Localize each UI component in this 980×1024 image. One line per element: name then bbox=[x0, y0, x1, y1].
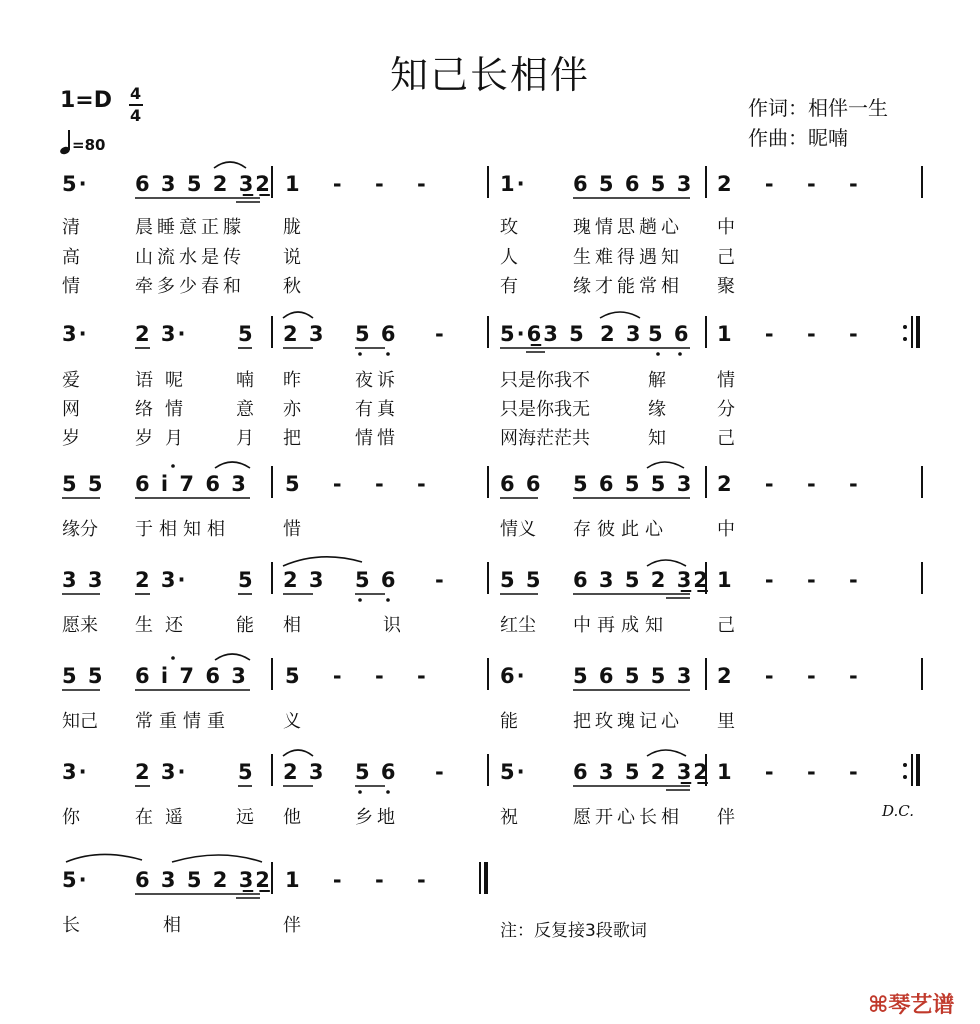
lyric: 存彼此心 bbox=[573, 519, 669, 540]
octave-dots bbox=[171, 352, 682, 794]
lyric: 里 bbox=[717, 711, 735, 732]
note-group: 5 6 5 5 3 bbox=[573, 472, 694, 496]
lyric: 玫 bbox=[500, 217, 518, 238]
lyric: 识 bbox=[383, 615, 401, 636]
lyric: 中再成知 bbox=[573, 615, 669, 636]
note-group: - bbox=[435, 568, 446, 592]
note-group: 5· bbox=[500, 760, 527, 784]
note-group: - bbox=[435, 322, 446, 346]
note-group: 5· bbox=[62, 868, 89, 892]
note-group: 5 bbox=[238, 322, 255, 346]
lyric: 远 bbox=[236, 807, 254, 828]
lyric: 情惜 bbox=[355, 428, 399, 449]
lyric: 他 bbox=[283, 807, 301, 828]
note-group: 1 - - - bbox=[717, 760, 860, 784]
note-group: 3· bbox=[62, 322, 89, 346]
lyric: 语呢 bbox=[135, 370, 195, 391]
note-group: 5 6 5 5 3 bbox=[573, 664, 694, 688]
note-group: 6· bbox=[500, 664, 527, 688]
key-signature: 1=D bbox=[60, 88, 113, 113]
footnote: 注：反复接3段歌词 bbox=[500, 921, 647, 941]
composer-credit: 作曲：昵喃 bbox=[748, 126, 848, 150]
lyric: 分 bbox=[717, 399, 735, 420]
lyric: 意 bbox=[236, 399, 254, 420]
lyric: 人 bbox=[500, 247, 518, 268]
score-title: 知己长相伴 bbox=[389, 53, 590, 97]
barlines bbox=[272, 166, 922, 894]
lyric: 在遥 bbox=[135, 807, 195, 828]
note-group: 2 3 bbox=[283, 322, 326, 346]
lyric: 缘分 bbox=[62, 519, 98, 540]
lyric: 愿来 bbox=[62, 615, 98, 636]
note-group: 2 3 bbox=[600, 322, 643, 346]
lyric: 伴 bbox=[283, 915, 301, 936]
lyric: 情义 bbox=[500, 519, 536, 540]
lyric: 惜 bbox=[283, 519, 301, 540]
note-group: 5 - - - bbox=[285, 664, 428, 688]
note-group: 6 5 6 5 3 bbox=[573, 172, 694, 196]
lyric: 秋 bbox=[283, 276, 301, 297]
lyric: 高 bbox=[62, 247, 80, 268]
lyric: 常重情重 bbox=[135, 711, 231, 732]
lyric: 爱 bbox=[62, 370, 80, 391]
note-group: 6 3 5 2 3̲2̲ bbox=[573, 568, 710, 592]
lyric: 红尘 bbox=[500, 615, 536, 636]
note-group: 2 3 bbox=[283, 568, 326, 592]
lyric: 义 bbox=[283, 711, 301, 732]
lyric: 知 bbox=[648, 428, 666, 449]
note-group: 5 bbox=[238, 568, 255, 592]
lyric: 有 bbox=[500, 276, 518, 297]
note-group: 2 3· bbox=[135, 322, 188, 346]
lyric: 夜诉 bbox=[355, 370, 399, 391]
note-group: 5 - - - bbox=[285, 472, 428, 496]
note-group: 5 bbox=[238, 760, 255, 784]
time-signature-bottom: 4 bbox=[130, 106, 142, 125]
note-group: 6 3 5 2 3̲2̲ bbox=[135, 172, 272, 196]
note-group: 5 6 bbox=[355, 568, 398, 592]
lyric: 亦 bbox=[283, 399, 301, 420]
note-group: 2 - - - bbox=[717, 172, 860, 196]
note-group: 3· bbox=[62, 760, 89, 784]
lyric: 络情 bbox=[135, 399, 195, 420]
lyric: 岁 bbox=[62, 428, 80, 449]
note-group: 2 3· bbox=[135, 568, 188, 592]
lyric: 解 bbox=[648, 370, 666, 391]
lyric: 网 bbox=[62, 399, 80, 420]
repeat-dots bbox=[903, 325, 907, 779]
lyric: 把玫瑰记心 bbox=[573, 711, 683, 732]
lyric: 相 bbox=[163, 915, 181, 936]
note-group: 1 - - - bbox=[285, 172, 428, 196]
lyric: 晨睡意正朦 bbox=[135, 217, 245, 238]
lyric: 山流水是传 bbox=[135, 247, 245, 268]
note-group: 5 5 bbox=[62, 472, 105, 496]
note-group: 6 3 5 2 3̲2̲ bbox=[573, 760, 710, 784]
note-group: 3 3 bbox=[62, 568, 105, 592]
note-group: 6 i 7 6 3 bbox=[135, 664, 248, 688]
lyric: 长 bbox=[62, 915, 80, 936]
lyric: 生还 bbox=[135, 615, 195, 636]
lyric: 中 bbox=[717, 217, 735, 238]
lyric: 情 bbox=[62, 276, 80, 297]
slurs bbox=[66, 162, 686, 862]
lyric: 中 bbox=[717, 519, 735, 540]
note-group: 6 6 bbox=[500, 472, 543, 496]
lyric: 祝 bbox=[500, 807, 518, 828]
brand-icon: ⌘ bbox=[868, 993, 889, 1018]
lyric: 缘 bbox=[648, 399, 666, 420]
lyric: 喃 bbox=[236, 370, 254, 391]
note-group: 5 6 bbox=[648, 322, 691, 346]
lyric: 知己 bbox=[62, 711, 98, 732]
lyric: 岁月 bbox=[135, 428, 195, 449]
note-group: 5·6̲3 5 bbox=[500, 322, 586, 346]
brand-name: 琴艺谱 bbox=[888, 993, 955, 1018]
lyric: 牵多少春和 bbox=[135, 276, 245, 297]
note-group: 2 - - - bbox=[717, 664, 860, 688]
note-group: 1 - - - bbox=[717, 322, 860, 346]
note-group: 6 i 7 6 3 bbox=[135, 472, 248, 496]
note-group: 5 6 bbox=[355, 322, 398, 346]
lyric: 有真 bbox=[355, 399, 399, 420]
note-group: 5 5 bbox=[62, 664, 105, 688]
beams bbox=[62, 198, 690, 898]
lyric: 只是你我不 bbox=[500, 370, 590, 391]
lyric: 于相知相 bbox=[135, 519, 231, 540]
note-group: 6 3 5 2 3̲2̲ bbox=[135, 868, 272, 892]
lyric: 己 bbox=[717, 428, 735, 449]
lyric: 乡地 bbox=[355, 807, 399, 828]
lyric: 你 bbox=[62, 807, 80, 828]
lyricist-credit: 作词：相伴一生 bbox=[748, 96, 888, 120]
dc-marking: D.C. bbox=[882, 802, 914, 820]
lyric: 己 bbox=[717, 247, 735, 268]
note-group: 1 - - - bbox=[717, 568, 860, 592]
lyric: 能 bbox=[236, 615, 254, 636]
lyric: 只是你我无 bbox=[500, 399, 590, 420]
lyric: 瑰情思趟心 bbox=[573, 217, 683, 238]
brand-logo bbox=[868, 988, 954, 1019]
lyric: 能 bbox=[500, 711, 518, 732]
lyric: 月 bbox=[236, 428, 254, 449]
lyric: 己 bbox=[717, 615, 735, 636]
note-group: 2 3 bbox=[283, 760, 326, 784]
note-group: 1· bbox=[500, 172, 527, 196]
lyric: 清 bbox=[62, 217, 80, 238]
lyric: 相 bbox=[283, 615, 301, 636]
note-group: 2 - - - bbox=[717, 472, 860, 496]
lyric: 昨 bbox=[283, 370, 301, 391]
note-group: 5 5 bbox=[500, 568, 543, 592]
lyric: 生难得遇知 bbox=[573, 247, 683, 268]
note-group: 5 6 bbox=[355, 760, 398, 784]
lyric: 缘才能常相 bbox=[573, 276, 683, 297]
time-signature-top: 4 bbox=[130, 84, 142, 103]
lyric: 聚 bbox=[717, 276, 735, 297]
lyric: 愿开心长相 bbox=[573, 807, 683, 828]
lyric: 伴 bbox=[717, 807, 735, 828]
note-group: 5· bbox=[62, 172, 89, 196]
lyric: 网海茫茫共 bbox=[500, 428, 590, 449]
lyric: 胧 bbox=[283, 217, 301, 238]
lyric: 情 bbox=[717, 370, 735, 391]
note-group: 1 - - - bbox=[285, 868, 428, 892]
note-group: 2 3· bbox=[135, 760, 188, 784]
lyric: 把 bbox=[283, 428, 301, 449]
tempo-value: =80 bbox=[72, 136, 106, 154]
lyric: 说 bbox=[283, 247, 301, 268]
note-group: - bbox=[435, 760, 446, 784]
